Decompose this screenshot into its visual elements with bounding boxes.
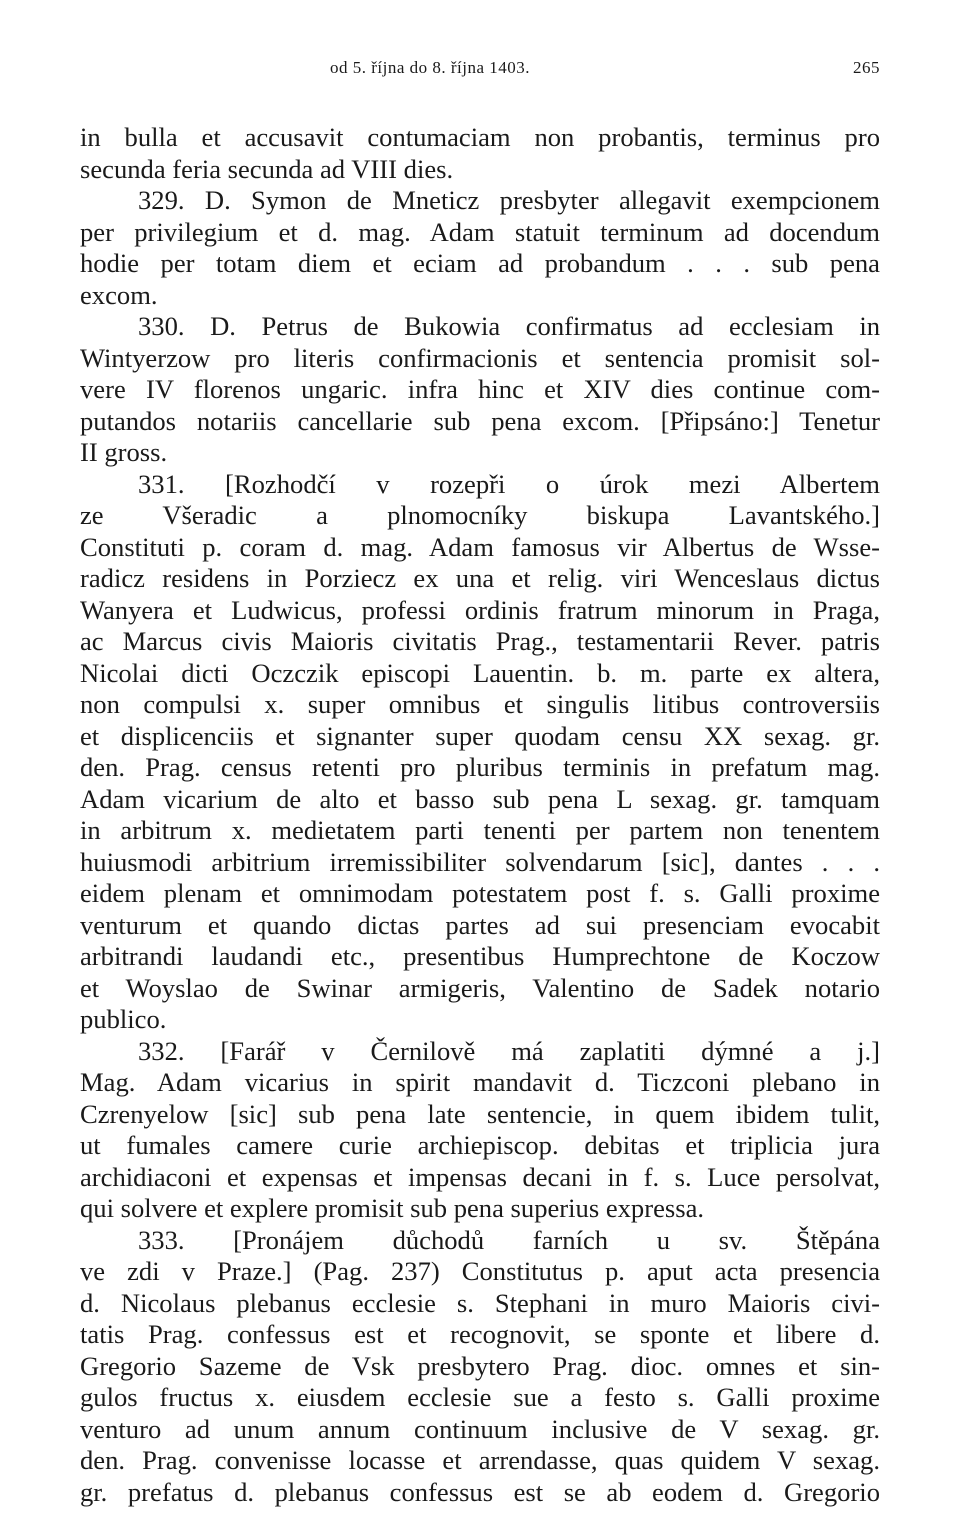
text-line: Constituti p. coram d. mag. Adam famosus vir Albertus de Wsse- bbox=[80, 531, 880, 562]
text-line: II gross. bbox=[80, 437, 168, 467]
text-line: 333. [Pronájem důchodů farních u sv. Štěpána bbox=[138, 1224, 880, 1255]
text-line: gr. prefatus d. plebanus confessus est se ab eodem d. Gregorio bbox=[80, 1476, 880, 1507]
text-line: publico. bbox=[80, 1004, 167, 1034]
text-line: ze Všeradic a plnomocníky biskupa Lavantského.] bbox=[80, 500, 880, 530]
text-line: arbitrandi laudandi etc., presentibus Humprechtone de Koczow bbox=[80, 941, 880, 971]
running-head-title: od 5. října do 8. října 1403. bbox=[329, 58, 531, 77]
text-line: in bulla et accusavit contumaciam non probantis, terminus pro bbox=[80, 122, 880, 152]
text-line: Adam vicarium de alto et basso sub pena L sexag. gr. tamquam bbox=[80, 783, 880, 814]
text-line: den. Prag. census retenti pro pluribus terminis in prefatum mag. bbox=[80, 752, 880, 782]
text-line: venturo ad unum annum continuum inclusive de V sexag. gr. bbox=[80, 1413, 880, 1444]
text-line: et Woyslao de Swinar armigeris, Valentino de Sadek notario bbox=[80, 972, 880, 1003]
text-line: per privilegium et d. mag. Adam statuit terminum ad docendum bbox=[80, 216, 880, 247]
text-line: Wintyerzow pro literis confirmacionis et sentencia promisit sol- bbox=[80, 342, 880, 373]
text-line: Wanyera et Ludwicus, professi ordinis fratrum minorum in Praga, bbox=[80, 594, 880, 625]
text-line: in arbitrum x. medietatem parti tenenti per partem non tenentem bbox=[80, 815, 880, 845]
text-line: Mag. Adam vicarius in spirit mandavit d. Ticzconi plebano in bbox=[80, 1067, 880, 1097]
text-line: ve zdi v Praze.] (Pag. 237) Constitutus p. aput acta presencia bbox=[80, 1256, 880, 1286]
text-line: non compulsi x. super omnibus et singulis litibus controversiis bbox=[80, 689, 880, 719]
text-line: excom. bbox=[80, 279, 158, 310]
text-line: 329. D. Symon de Mneticz presbyter allegavit exempcionem bbox=[138, 185, 880, 215]
text-line: 331. [Rozhodčí v rozepři o úrok mezi Albertem bbox=[138, 468, 880, 499]
text-line: Gregorio Sazeme de Vsk presbytero Prag. dioc. omnes et sin- bbox=[80, 1350, 880, 1381]
text-line: Nicolai dicti Oczczik episcopi Lauentin. b. m. parte ex altera, bbox=[80, 657, 880, 688]
text-line: et displicenciis et signanter super quodam censu XX sexag. gr. bbox=[80, 720, 880, 751]
text-line: qui solvere et explere promisit sub pena superius expressa. bbox=[80, 1193, 705, 1223]
text-line: radicz residens in Porziecz ex una et relig. viri Wenceslaus dictus bbox=[80, 563, 880, 593]
text-line: putandos notariis cancellarie sub pena excom. [Připsáno:] Tenetur bbox=[80, 405, 880, 436]
text-line: ac Marcus civis Maioris civitatis Prag., testamentarii Rever. patris bbox=[80, 626, 880, 656]
text-line: venturum et quando dictas partes ad sui presenciam evocabit bbox=[80, 909, 880, 940]
text-line: 332. [Farář v Černilově má zaplatiti dýmné a j.] bbox=[138, 1035, 880, 1066]
text-line: ut fumales camere curie archiepiscop. debitas et triplicia jura bbox=[80, 1130, 880, 1160]
text-line: huiusmodi arbitrium irremissibiliter solvendarum [sic], dantes . . . bbox=[80, 846, 880, 877]
text-line: hodie per totam diem et eciam ad probandum . . . sub pena bbox=[80, 248, 880, 278]
running-head bbox=[80, 58, 880, 82]
page-number: 265 bbox=[853, 58, 880, 77]
text-line: vere IV florenos ungaric. infra hinc et XIV dies continue com- bbox=[80, 374, 880, 404]
text-line: gulos fructus x. eiusdem ecclesie sue a festo s. Galli proxime bbox=[80, 1382, 880, 1412]
text-line: tatis Prag. confessus est et recognovit, se sponte et libere d. bbox=[80, 1319, 880, 1349]
text-line: eidem plenam et omnimodam potestatem post f. s. Galli proxime bbox=[80, 878, 880, 908]
text-line: d. Nicolaus plebanus ecclesie s. Stephani in muro Maioris civi- bbox=[80, 1287, 880, 1318]
body-text bbox=[80, 122, 880, 1508]
text-line: Czrenyelow [sic] sub pena late sentencie, in quem ibidem tulit, bbox=[80, 1098, 880, 1129]
text-line: secunda feria secunda ad VIII dies. bbox=[80, 153, 454, 184]
text-line: 330. D. Petrus de Bukowia confirmatus ad ecclesiam in bbox=[138, 311, 880, 341]
text-line: archidiaconi et expensas et impensas decani in f. s. Luce persolvat, bbox=[80, 1161, 880, 1192]
text-line: den. Prag. convenisse locasse et arrendasse, quas quidem V sexag. bbox=[80, 1445, 880, 1475]
